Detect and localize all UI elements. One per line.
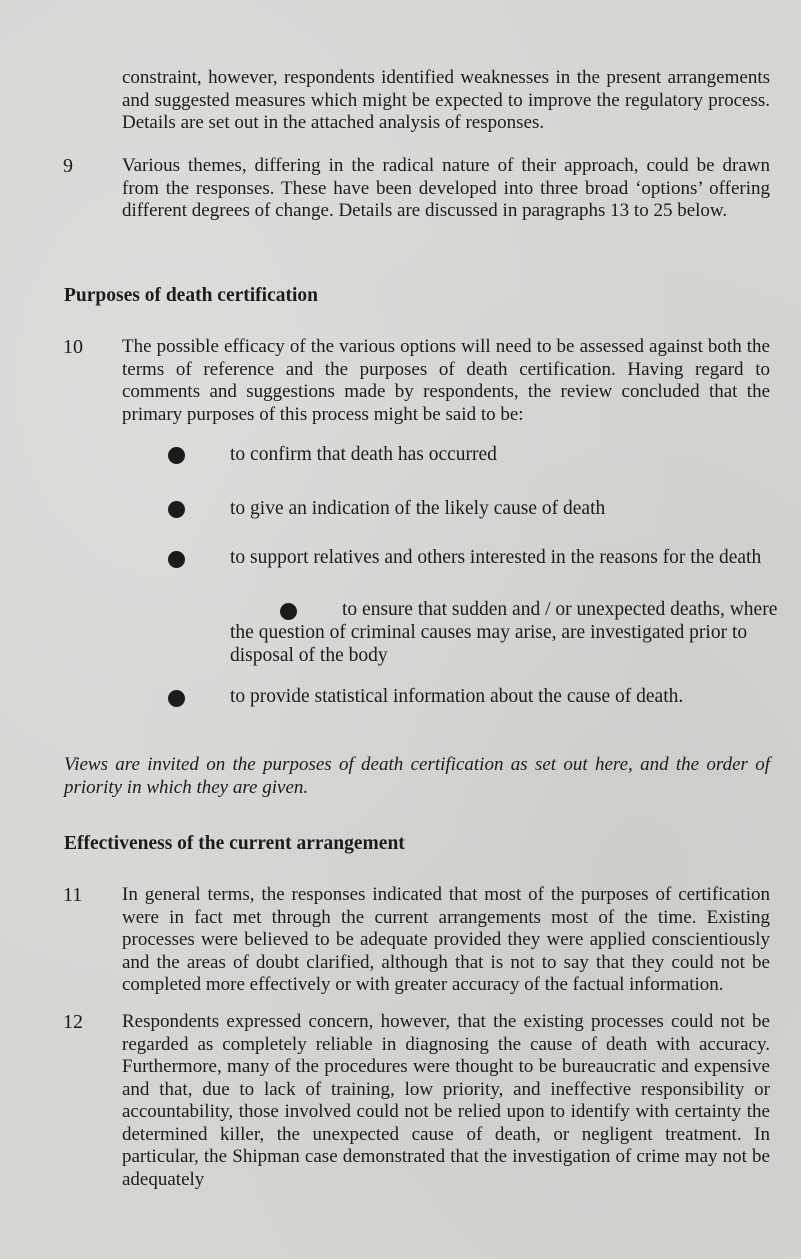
bullet-icon [168,447,185,464]
bullet-item-4-line-2: the question of criminal causes may arise, are investigated prior to [230,622,748,643]
views-invited-note: Views are invited on the purposes of death certification as set out here, and the order of priority in which they are given. [64,754,770,798]
bullet-item-3: to support relatives and others interested in the reasons for the death [230,547,762,568]
bullet-item-4-line-3: disposal of the body [230,645,388,666]
paragraph-number-9: 9 [63,155,73,177]
bullet-item-1: to confirm that death has occurred [230,444,497,465]
paragraph-number-12: 12 [63,1011,83,1033]
bullet-icon [168,551,185,568]
paragraph-12: Respondents expressed concern, however, that the existing processes could not be regarded as completely reliable in diagnosing the cause of death with accuracy. Furthermore, many of the procedures were thought to be bureaucratic and expensive and that, due to lack of training, low priority, and ineffective responsibility or accountability, those involved could not be relied upon to identify with certainty the determined killer, the unexpected cause of death, or negligent treatment. In particular, the Shipman case demonstrated that the investigation of crime may not be adequately [122,1011,770,1190]
paragraph-number-10: 10 [63,336,83,358]
heading-effectiveness: Effectiveness of the current arrangement [64,833,405,854]
bullet-icon [168,690,185,707]
paragraph-11: In general terms, the responses indicated that most of the purposes of certification were in fact met through the current arrangements most of the time. Existing processes were believed to be adequate provided they were applied conscientiously and the areas of doubt clarified, although that is not to say that they could not be completed more effectively or with greater accuracy of the factual information. [122,884,770,995]
heading-purposes: Purposes of death certification [64,285,318,306]
bullet-item-5: to provide statistical information about the cause of death. [230,686,684,707]
bullet-item-2: to give an indication of the likely cause of death [230,498,606,519]
paragraph-number-11: 11 [63,884,83,906]
bullet-icon [168,501,185,518]
bullet-icon [280,603,297,620]
bullet-item-4-line-1: to ensure that sudden and / or unexpected deaths, where [342,599,778,620]
paragraph-8-continued: constraint, however, respondents identified weaknesses in the present arrangements and suggested measures which might be expected to improve the regulatory process. Details are set out in the attached analysis of responses. [122,67,770,133]
paragraph-10: The possible efficacy of the various options will need to be assessed against both the terms of reference and the purposes of death certification. Having regard to comments and suggestions made by respondents, the review concluded that the primary purposes of this process might be said to be: [122,336,770,425]
paragraph-9: Various themes, differing in the radical nature of their approach, could be drawn from the responses. These have been developed into three broad ‘options’ offering different degrees of change. Details are discussed in paragraphs 13 to 25 below. [122,155,770,221]
